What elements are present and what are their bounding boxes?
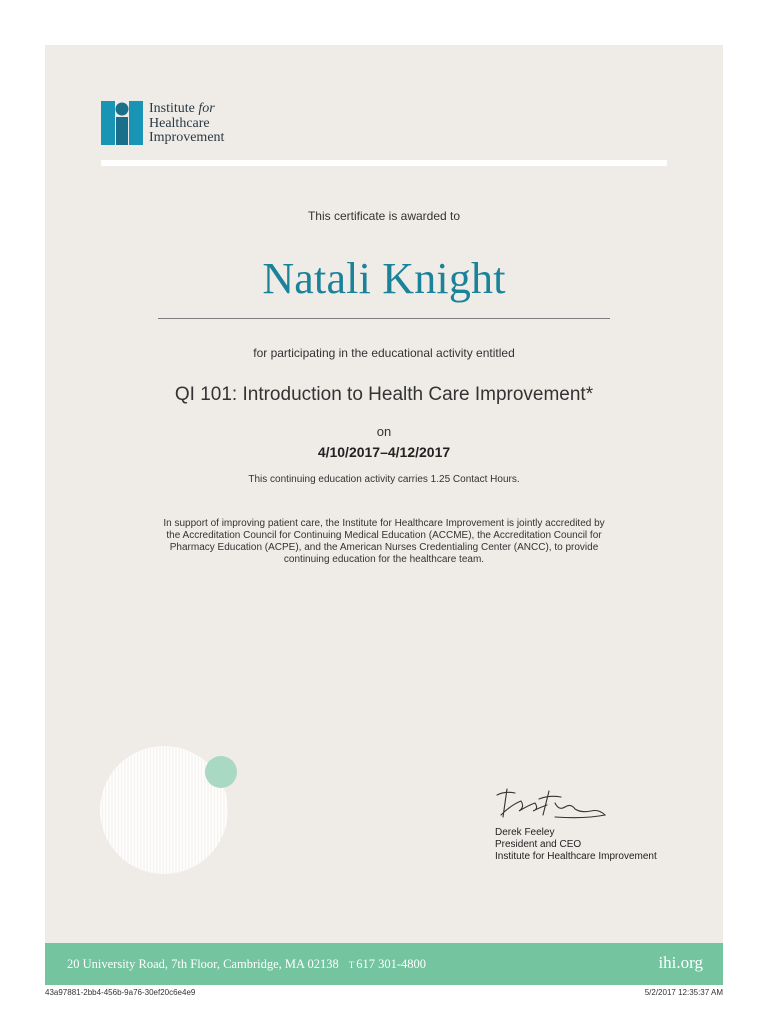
signatory-organization: Institute for Healthcare Improvement (495, 851, 657, 862)
document-id: 43a97881-2bb4-456b-9a76-30ef20c6e4e9 (45, 988, 196, 997)
certificate-sheet (45, 45, 723, 985)
footer-address: 20 University Road, 7th Floor, Cambridge, MA 02138 (67, 957, 339, 971)
handwritten-signature-icon (495, 785, 610, 825)
decorative-circles-icon (100, 745, 240, 880)
footer-phone-label: T (348, 960, 355, 970)
signatory-title: President and CEO (495, 839, 582, 850)
ihi-logo-mark-icon (101, 101, 143, 145)
footer-bar (45, 943, 723, 985)
footer-address-line (67, 957, 426, 972)
accreditation-statement: In support of improving patient care, the Institute for Healthcare Improvement is jointly accredited by the Accreditation Council for Continuing Medical Education (ACCME), the Accreditation Council for Pharmacy Education (ACPE), and the American Nurses Credentialing Center (ANCC), to provide continuing education for the healthcare team. (163, 518, 605, 565)
contact-hours-text: This continuing education activity carries 1.25 Contact Hours. (248, 474, 520, 485)
signatory-details (495, 827, 657, 863)
logo-line-3: Improvement (149, 130, 225, 145)
print-timestamp: 5/2/2017 12:35:37 AM (644, 988, 723, 997)
name-underline (158, 318, 610, 319)
logo-line-2: Healthcare (149, 115, 210, 131)
signatory-name: Derek Feeley (495, 827, 555, 838)
logo-line-1: Institute (149, 101, 195, 116)
on-label: on (376, 424, 392, 439)
logo-line-1-italic: for (198, 101, 215, 116)
course-title: QI 101: Introduction to Health Care Improvement* (174, 384, 594, 405)
recipient-name: Natali Knight (262, 254, 506, 303)
awarded-to-label: This certificate is awarded to (307, 209, 461, 223)
participating-label: for participating in the educational activity entitled (253, 346, 515, 360)
footer-website-link[interactable]: ihi.org (658, 953, 703, 972)
footer-phone: 617 301-4800 (356, 957, 427, 971)
activity-dates: 4/10/2017–4/12/2017 (317, 444, 451, 460)
header-divider (101, 160, 667, 166)
ihi-logo-wordmark (149, 102, 224, 146)
ihi-logo (101, 101, 241, 147)
